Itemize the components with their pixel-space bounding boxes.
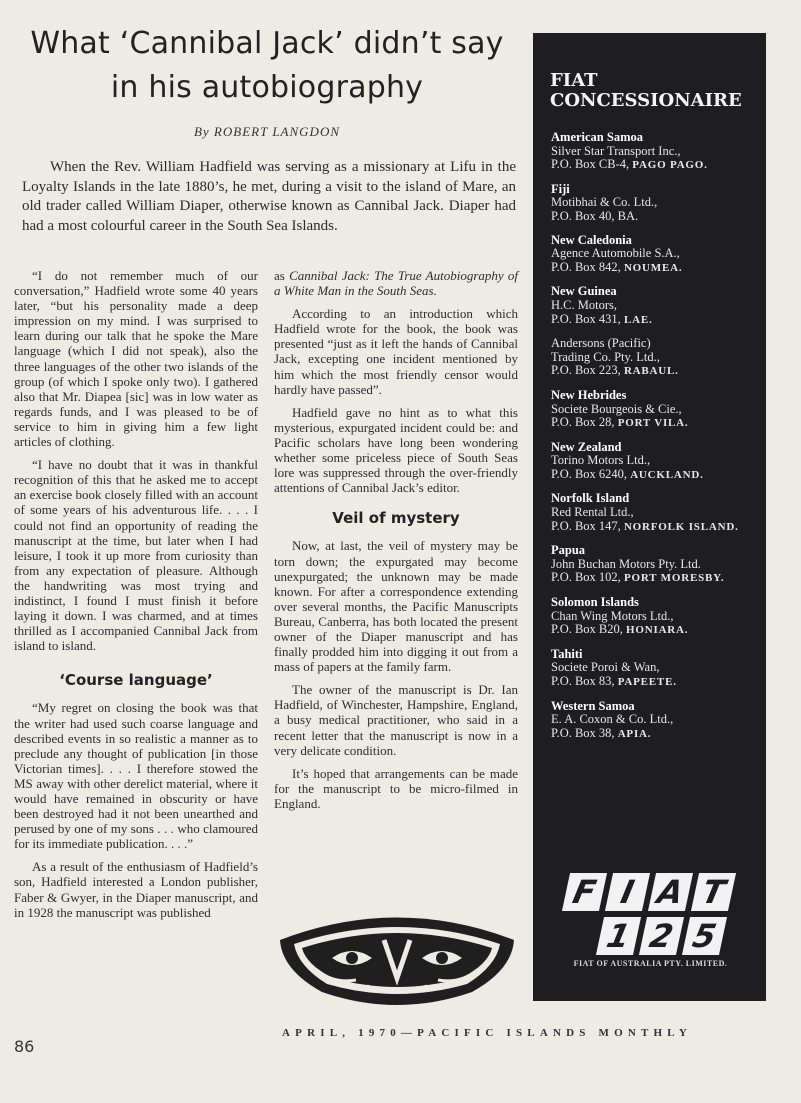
lead-paragraph: When the Rev. William Hadfield was serving as a missionary at Lifu in the Loyalty Islands in the late 1880’s, he met, during a visit to the island of Mare, an old trader called William Diaper, otherwise known as Cannibal Jack. Diaper had had a most colourful career in the South Sea Islands.	[22, 159, 516, 234]
dealer-name: H.C. Motors,	[551, 297, 617, 312]
po-box: P.O. Box 40, BA.	[551, 208, 639, 223]
po-box: P.O. Box B20,	[551, 622, 627, 637]
dealer-entry	[551, 337, 763, 379]
po-box: P.O. Box 223,	[551, 363, 624, 378]
dealer-city: AUCKLAND.	[630, 468, 704, 481]
dealer-name: Red Rental Ltd.,	[551, 505, 634, 520]
dealer-name: Torino Motors Ltd.,	[551, 453, 651, 468]
dealer-city: NOUMEA.	[623, 261, 683, 274]
paragraph-continued	[274, 268, 518, 298]
dealer-entry	[551, 285, 763, 327]
ad-heading-line-2: CONCESSIONAIRE	[550, 90, 742, 111]
po-box: P.O. Box 102,	[551, 570, 624, 585]
ad-heading	[550, 71, 760, 111]
dealer-city: APIA.	[617, 727, 652, 740]
paragraph: Hadfield gave no hint as to what this mysterious, expurgated incident could be: and Pacific scholars have long been wondering whether some priceless piece of South Seas lore was suppressed through the over-friendly attentions of Cannibal Jack’s editor.	[274, 404, 518, 496]
dealer-name: Chan Wing Motors Ltd.,	[551, 608, 674, 623]
dealer-name: Agence Automobile S.A.,	[551, 246, 680, 261]
tribal-mask-illustration	[272, 900, 522, 1010]
po-box: P.O. Box 28,	[551, 415, 618, 430]
dealer-region: American Samoa	[551, 130, 643, 144]
dealer-city: HONIARA.	[626, 624, 689, 637]
dealer-entry	[551, 234, 763, 276]
headline-line-1: What ‘Cannibal Jack’ didn’t say	[30, 26, 504, 61]
right-column	[274, 268, 518, 819]
logo-tile: I	[605, 873, 650, 911]
logo-tile: A	[648, 873, 693, 911]
logo-tile: 1	[596, 917, 641, 955]
dealer-name: Silver Star Transport Inc.,	[551, 143, 681, 158]
logo-tile: F	[562, 873, 607, 911]
paragraph: “I do not remember much of our conversation,” Hadfield wrote some 40 years later, “but his personality made a deep impression on my mind. I was surprised to learn during our talk that he spoke the Mare language (which I did not speak), also the three languages of the other two islands of the group (of which I spoke only two). I gathered also that Mr. Diapea [sic] was in low water as regards funds, and I was pleased to be of service to him in giving him a few light articles of clothing.	[14, 268, 258, 450]
dealer-city: PORT MORESBY.	[623, 572, 725, 585]
dealer-entry	[551, 441, 763, 483]
dealer-address	[551, 675, 763, 690]
dealer-address	[551, 468, 763, 483]
dealer-address	[551, 210, 763, 224]
logo-tile: T	[691, 873, 736, 911]
logo-row-125	[600, 917, 723, 955]
logo-row-fiat	[566, 873, 732, 911]
po-box: P.O. Box CB-4,	[551, 157, 633, 172]
po-box: P.O. Box 147,	[551, 518, 624, 533]
subheading-veil-of-mystery: Veil of mystery	[332, 509, 460, 528]
po-box: P.O. Box 431,	[551, 311, 624, 326]
dealer-address	[551, 261, 763, 276]
fiat-125-logo	[566, 873, 756, 959]
dealer-city: PAPEETE.	[617, 676, 677, 688]
dealer-region: Tahiti	[551, 646, 583, 661]
dealer-region: New Caledonia	[551, 232, 632, 247]
dealer-entry	[551, 389, 763, 431]
dealer-address	[551, 571, 763, 586]
dealer-region: Fiji	[551, 181, 570, 196]
po-box: P.O. Box 6240,	[551, 466, 631, 481]
dealer-region: New Hebrides	[551, 387, 627, 402]
logo-tile: 5	[682, 917, 727, 955]
dealer-name: John Buchan Motors Pty. Ltd.	[551, 556, 701, 571]
logo-tile: 2	[639, 917, 684, 955]
paragraph: According to an introduction which Hadfield wrote for the book, the book was presented “just as it left the hands of Cannibal Jack, excepting one incident mentioned by him which the most friendly censor would hardly have passed”.	[274, 306, 518, 397]
left-column	[14, 268, 258, 928]
dealer-entry	[551, 544, 763, 586]
dealer-city: RABAUL.	[623, 365, 679, 378]
dealer-name: Trading Co. Pty. Ltd.,	[551, 349, 660, 364]
dealer-entry	[551, 700, 763, 742]
paragraph: “I have no doubt that it was in thankful recognition of this that he asked me to accept an exercise book closely filled with an account of some years of his adventurous life. . . . I could not find an opportunity of reading the manuscript at the time, but later when I had leisure, I took it up more from curiosity than from any expectation of pleasure. Although the handwriting was most trying and indistinct, I found I must finish it before laying it down. I was charmed, and at times thrilled as I accompanied Cannibal Jack from island to island.	[14, 457, 258, 654]
paragraph: The owner of the manuscript is Dr. Ian Hadfield, of Winchester, Hampshire, England, a busy medical practitioner, who said in a recent letter that the manuscript is now in a very delicate condition.	[274, 682, 518, 758]
dealer-name: Motibhai & Co. Ltd.,	[551, 195, 658, 210]
issue-line: APRIL, 1970—PACIFIC ISLANDS MONTHLY	[282, 1027, 692, 1039]
dealer-list	[551, 131, 763, 751]
ad-footer: FIAT OF AUSTRALIA PTY. LIMITED.	[573, 959, 728, 968]
fiat-advertisement	[533, 33, 766, 1001]
paragraph: Now, at last, the veil of mystery may be torn down; the expurgated may become unexpurgated; the unknown may be made known. For after a correspondence extending over several months, the Pacific Manuscripts Bureau, Canberra, has both located the present owner of the Diaper manuscript and has finally prodded him into digging it out from a mass of papers at the family farm.	[274, 538, 518, 675]
paragraph: As a result of the enthusiasm of Hadfield’s son, Hadfield interested a London publisher, Faber & Gwyer, in the Diaper manuscript, and in 1928 the manuscript was published	[14, 859, 258, 920]
dealer-entry	[551, 183, 763, 224]
dealer-name: E. A. Coxon & Co. Ltd.,	[551, 712, 674, 727]
dealer-region: Norfolk Island	[551, 491, 630, 506]
dealer-region: New Zealand	[551, 439, 622, 454]
dealer-name: Societe Poroi & Wan,	[551, 660, 660, 675]
dealer-region: Solomon Islands	[551, 595, 639, 610]
paragraph: It’s hoped that arrangements can be made for the manuscript to be micro-filmed in England.	[274, 765, 518, 811]
dealer-entry	[551, 131, 763, 173]
ad-heading-line-1: FIAT	[550, 70, 598, 91]
po-box: P.O. Box 38,	[551, 725, 618, 740]
text-prefix: as	[274, 268, 290, 283]
dealer-region: Papua	[551, 543, 586, 558]
dealer-entry	[551, 492, 763, 534]
headline	[22, 22, 512, 110]
dealer-city: NORFOLK ISLAND.	[623, 520, 739, 533]
dealer-region: Western Samoa	[551, 698, 635, 713]
dealer-city: LAE.	[623, 313, 653, 326]
paragraph: “My regret on closing the book was that the writer had used such coarse language and described events in so realistic a manner as to preclude any thought of publication [in those Victorian times]. . . . I therefore stowed the MS away with other derelict material, where it would have remained in obscurity or have been destroyed had it not been unearthed and perused by one of my sons . . . who clamoured for its immediate publication. . . .”	[14, 700, 258, 852]
dealer-address	[551, 364, 763, 379]
headline-line-2: in his autobiography	[110, 70, 424, 105]
subheading-course-language: ‘Course language’	[59, 671, 213, 690]
po-box: P.O. Box 842,	[551, 259, 624, 274]
book-title: Cannibal Jack: The True Autobiography of a White Man in the South Seas.	[274, 268, 518, 299]
dealer-address	[551, 520, 763, 535]
dealer-city: PORT VILA.	[617, 417, 689, 430]
dealer-city: PAGO PAGO.	[632, 159, 708, 172]
byline: By ROBERT LANGDON	[193, 124, 341, 139]
dealer-region: New Guinea	[551, 284, 617, 299]
dealer-name: Societe Bourgeois & Cie.,	[551, 401, 682, 416]
dealer-entry	[551, 648, 763, 690]
page-number: 86	[14, 1037, 35, 1056]
dealer-address	[551, 313, 763, 328]
dealer-address	[551, 727, 763, 742]
dealer-entry	[551, 596, 763, 638]
dealer-address	[551, 158, 763, 173]
dealer-name: Andersons (Pacific)	[551, 336, 651, 351]
dealer-address	[551, 623, 763, 638]
po-box: P.O. Box 83,	[551, 674, 618, 688]
dealer-address	[551, 416, 763, 431]
